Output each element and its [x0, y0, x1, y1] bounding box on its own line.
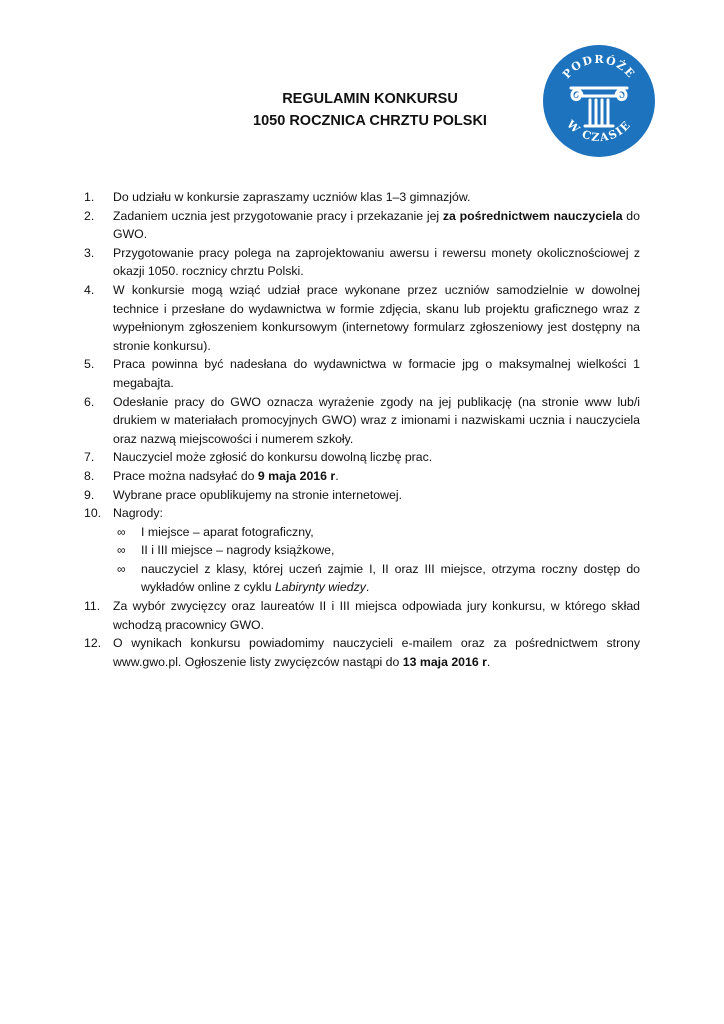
text-run: . [365, 580, 370, 595]
rule-text [113, 504, 640, 523]
bold-text: za pośrednictwem nauczyciela [442, 208, 623, 223]
rule-item [84, 448, 640, 467]
rule-text [113, 281, 640, 355]
rule-number: 1. [84, 190, 95, 204]
rule-number: 3. [84, 245, 95, 260]
text-run: Za wybór zwycięzcy oraz laureatów II i III miejsca odpowiada jury konkursu, w którego skład wchodzą pracownicy GWO. [113, 599, 640, 632]
logo-bottom-text: W CZASIE [564, 117, 634, 145]
infinity-bullet-icon: ∞ [117, 561, 126, 576]
text-run: Prace można nadsyłać do [113, 468, 258, 483]
rule-item [84, 467, 640, 486]
infinity-bullet-icon: ∞ [117, 543, 126, 558]
text-run: Do udziału w konkursie zapraszamy uczniów klas 1–3 gimnazjów. [113, 190, 471, 204]
prize-item [113, 523, 640, 542]
rule-number: 12. [84, 636, 102, 651]
rule-item [84, 355, 640, 392]
rule-item [84, 244, 640, 281]
infinity-bullet-icon: ∞ [117, 524, 126, 539]
title-line-1: REGULAMIN KONKURSU [282, 91, 458, 107]
document-title [150, 88, 590, 132]
rule-number: 2. [84, 208, 95, 223]
rule-number: 8. [84, 468, 95, 483]
rules-list [84, 188, 640, 671]
rule-number: 4. [84, 282, 95, 297]
rule-text [113, 207, 640, 244]
text-run: Odesłanie pracy do GWO oznacza wyrażenie zgody na jej publikację (na stronie www lub/i drukiem w materiałach promocyjnych GWO) wraz z imionami i nazwiskami ucznia i nauczyciela oraz nazwą miejscowości i numerem szkoły. [113, 394, 640, 446]
rule-number: 10. [84, 506, 102, 521]
text-run: O wynikach konkursu powiadomimy nauczycieli e-mailem oraz za pośrednictwem strony www.gwo.pl. Ogłoszenie listy zwycięzców nastąpi do [113, 636, 640, 669]
prize-text [141, 541, 640, 560]
text-run: Przygotowanie pracy polega na zaprojektowaniu awersu i rewersu monety okolicznościowej z okazji 1050. rocznicy chrztu Polski. [113, 245, 640, 279]
italic-text: Labirynty wiedzy [274, 580, 366, 595]
bold-text: 9 maja 2016 r [257, 468, 336, 483]
text-run: Zadaniem ucznia jest przygotowanie pracy i przekazanie jej [113, 208, 443, 223]
rule-text [113, 355, 640, 392]
rule-text [113, 448, 640, 467]
prize-item [113, 560, 640, 597]
title-line-2: 1050 ROCZNICA CHRZTU POLSKI [253, 113, 487, 129]
text-run: I miejsce – aparat fotograficzny, [141, 524, 314, 539]
prize-text [141, 523, 640, 542]
rule-item [84, 281, 640, 355]
rule-item [84, 207, 640, 244]
rule-number: 9. [84, 487, 95, 502]
prize-item [113, 541, 640, 560]
rule-number: 6. [84, 394, 95, 409]
rule-number: 7. [84, 450, 95, 465]
rule-text [113, 393, 640, 449]
rule-item [84, 634, 640, 671]
logo-top-text: PODRÓŻE [560, 52, 638, 82]
text-run: nauczyciel z klasy, której uczeń zajmie I, II oraz III miejsce, otrzyma roczny dostęp do wykładów online z cyklu [141, 561, 640, 595]
rule-text [113, 486, 640, 505]
text-run: Nauczyciel może zgłosić do konkursu dowolną liczbę prac. [113, 450, 433, 465]
rule-text [113, 188, 640, 207]
rule-item [84, 188, 640, 207]
text-run: . [335, 468, 339, 483]
rule-number: 11. [84, 599, 101, 614]
text-run: do GWO. [113, 208, 640, 242]
rule-item [84, 393, 640, 449]
text-run: . [486, 654, 491, 669]
rule-item [84, 597, 640, 634]
rule-text [113, 244, 640, 281]
text-run: Wybrane prace opublikujemy na stronie internetowej. [113, 487, 403, 502]
bold-text: 13 maja 2016 r [402, 654, 487, 669]
rule-item [84, 504, 640, 597]
text-run: W konkursie mogą wziąć udział prace wykonane przez uczniów samodzielnie w dowolnej technice i przesłane do wydawnictwa w formie zdjęcia, skanu lub projektu graficznego wraz z wypełnionym zgłoszeniem konkursowym (internetowy formularz zgłoszeniowy jest dostępny na stronie konkursu). [113, 282, 640, 353]
text-run: Nagrody: [113, 506, 163, 521]
rule-text [113, 634, 640, 671]
rule-number: 5. [84, 357, 95, 372]
prizes-list [113, 523, 640, 597]
prize-text [141, 560, 640, 597]
rule-text [113, 467, 640, 486]
rule-item [84, 486, 640, 505]
text-run: II i III miejsce – nagrody książkowe, [141, 543, 335, 558]
text-run: Praca powinna być nadesłana do wydawnictwa w formacie jpg o maksymalnej wielkości 1 megabajta. [113, 357, 640, 390]
rule-text [113, 597, 640, 634]
